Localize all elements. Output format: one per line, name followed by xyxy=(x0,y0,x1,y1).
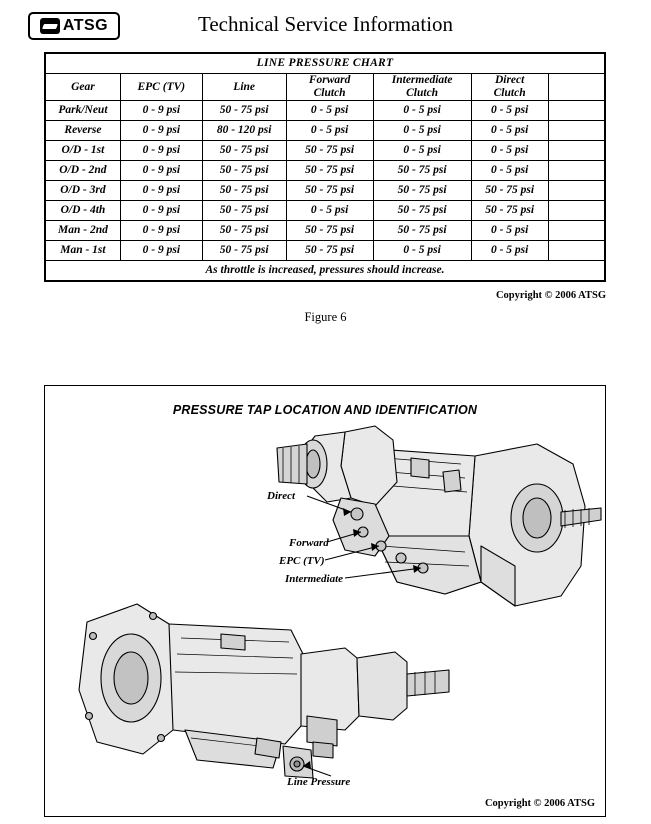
cell-intermediate: 0 - 5 psi xyxy=(373,241,471,261)
callout-epc: EPC (TV) xyxy=(279,555,325,567)
col-header-epc: EPC (TV) xyxy=(120,74,202,101)
cell-gear: Man - 1st xyxy=(46,241,121,261)
cell-epc: 0 - 9 psi xyxy=(120,161,202,181)
cell-forward: 50 - 75 psi xyxy=(286,161,373,181)
cell-line: 50 - 75 psi xyxy=(202,221,286,241)
cell-forward: 50 - 75 psi xyxy=(286,141,373,161)
cell-epc: 0 - 9 psi xyxy=(120,121,202,141)
cell-intermediate: 0 - 5 psi xyxy=(373,101,471,121)
col-header-line: Line xyxy=(202,74,286,101)
table-row xyxy=(46,181,605,201)
cell-gear: O/D - 4th xyxy=(46,201,121,221)
cell-intermediate: 0 - 5 psi xyxy=(373,121,471,141)
table-note: As throttle is increased, pressures should increase. xyxy=(46,261,605,281)
cell-line: 50 - 75 psi xyxy=(202,181,286,201)
table-row xyxy=(46,141,605,161)
cell-line: 50 - 75 psi xyxy=(202,201,286,221)
callout-forward: Forward xyxy=(289,537,329,549)
cell-gear: Man - 2nd xyxy=(46,221,121,241)
cell-epc: 0 - 9 psi xyxy=(120,141,202,161)
table-row xyxy=(46,221,605,241)
cell-epc: 0 - 9 psi xyxy=(120,201,202,221)
cell-blank xyxy=(548,121,604,141)
cell-gear: Reverse xyxy=(46,121,121,141)
table-row xyxy=(46,201,605,221)
col-header-gear: Gear xyxy=(46,74,121,101)
cell-blank xyxy=(548,201,604,221)
table-row xyxy=(46,241,605,261)
table-row xyxy=(46,121,605,141)
pressure-tap-figure xyxy=(44,385,606,817)
table-note-row xyxy=(46,261,605,281)
cell-direct: 0 - 5 psi xyxy=(471,221,548,241)
cell-epc: 0 - 9 psi xyxy=(120,241,202,261)
cell-direct: 0 - 5 psi xyxy=(471,141,548,161)
cell-blank xyxy=(548,241,604,261)
col-header-blank xyxy=(548,74,604,101)
cell-epc: 0 - 9 psi xyxy=(120,101,202,121)
cell-direct: 0 - 5 psi xyxy=(471,241,548,261)
cell-intermediate: 50 - 75 psi xyxy=(373,221,471,241)
cell-forward: 0 - 5 psi xyxy=(286,201,373,221)
cell-intermediate: 50 - 75 psi xyxy=(373,181,471,201)
copyright-top: Copyright © 2006 ATSG xyxy=(495,290,606,301)
table-header-row xyxy=(46,74,605,101)
figure-title: PRESSURE TAP LOCATION AND IDENTIFICATION xyxy=(172,403,478,417)
cell-epc: 0 - 9 psi xyxy=(120,181,202,201)
cell-direct: 50 - 75 psi xyxy=(471,201,548,221)
cell-line: 50 - 75 psi xyxy=(202,141,286,161)
col-header-direct-clutch: Direct Clutch xyxy=(471,74,548,101)
col-header-forward-clutch: Forward Clutch xyxy=(286,74,373,101)
page-title: Technical Service Information xyxy=(197,12,454,36)
cell-blank xyxy=(548,161,604,181)
cell-forward: 0 - 5 psi xyxy=(286,101,373,121)
callout-intermediate: Intermediate xyxy=(285,573,344,585)
cell-blank xyxy=(548,221,604,241)
cell-intermediate: 50 - 75 psi xyxy=(373,161,471,181)
copyright-bottom: Copyright © 2006 ATSG xyxy=(484,798,595,809)
transmission-illustration xyxy=(45,386,606,817)
table-row xyxy=(46,101,605,121)
line-pressure-chart xyxy=(44,52,606,282)
lower-transmission-art xyxy=(79,604,449,778)
cell-direct: 50 - 75 psi xyxy=(471,181,548,201)
cell-intermediate: 0 - 5 psi xyxy=(373,141,471,161)
cell-line: 50 - 75 psi xyxy=(202,101,286,121)
cell-gear: O/D - 2nd xyxy=(46,161,121,181)
cell-line: 50 - 75 psi xyxy=(202,241,286,261)
cell-forward: 0 - 5 psi xyxy=(286,121,373,141)
table-title-row xyxy=(46,54,605,74)
cell-epc: 0 - 9 psi xyxy=(120,221,202,241)
cell-gear: O/D - 3rd xyxy=(46,181,121,201)
cell-intermediate: 50 - 75 psi xyxy=(373,201,471,221)
page-header xyxy=(0,12,651,46)
cell-blank xyxy=(548,141,604,161)
cell-direct: 0 - 5 psi xyxy=(471,161,548,181)
table-title: LINE PRESSURE CHART xyxy=(46,54,605,74)
callout-direct: Direct xyxy=(267,490,296,502)
atsg-logo-text: ATSG xyxy=(62,17,109,34)
figure-caption-6: Figure 6 xyxy=(304,310,347,324)
cell-forward: 50 - 75 psi xyxy=(286,181,373,201)
cell-line: 80 - 120 psi xyxy=(202,121,286,141)
cell-gear: Park/Neut xyxy=(46,101,121,121)
table-row xyxy=(46,161,605,181)
cell-forward: 50 - 75 psi xyxy=(286,241,373,261)
cell-direct: 0 - 5 psi xyxy=(471,121,548,141)
cell-blank xyxy=(548,101,604,121)
cell-blank xyxy=(548,181,604,201)
col-header-intermediate-clutch: Intermediate Clutch xyxy=(373,74,471,101)
cell-forward: 50 - 75 psi xyxy=(286,221,373,241)
cell-direct: 0 - 5 psi xyxy=(471,101,548,121)
pressure-table xyxy=(45,53,605,281)
cell-line: 50 - 75 psi xyxy=(202,161,286,181)
callout-line-pressure: Line Pressure xyxy=(287,776,351,788)
cell-gear: O/D - 1st xyxy=(46,141,121,161)
